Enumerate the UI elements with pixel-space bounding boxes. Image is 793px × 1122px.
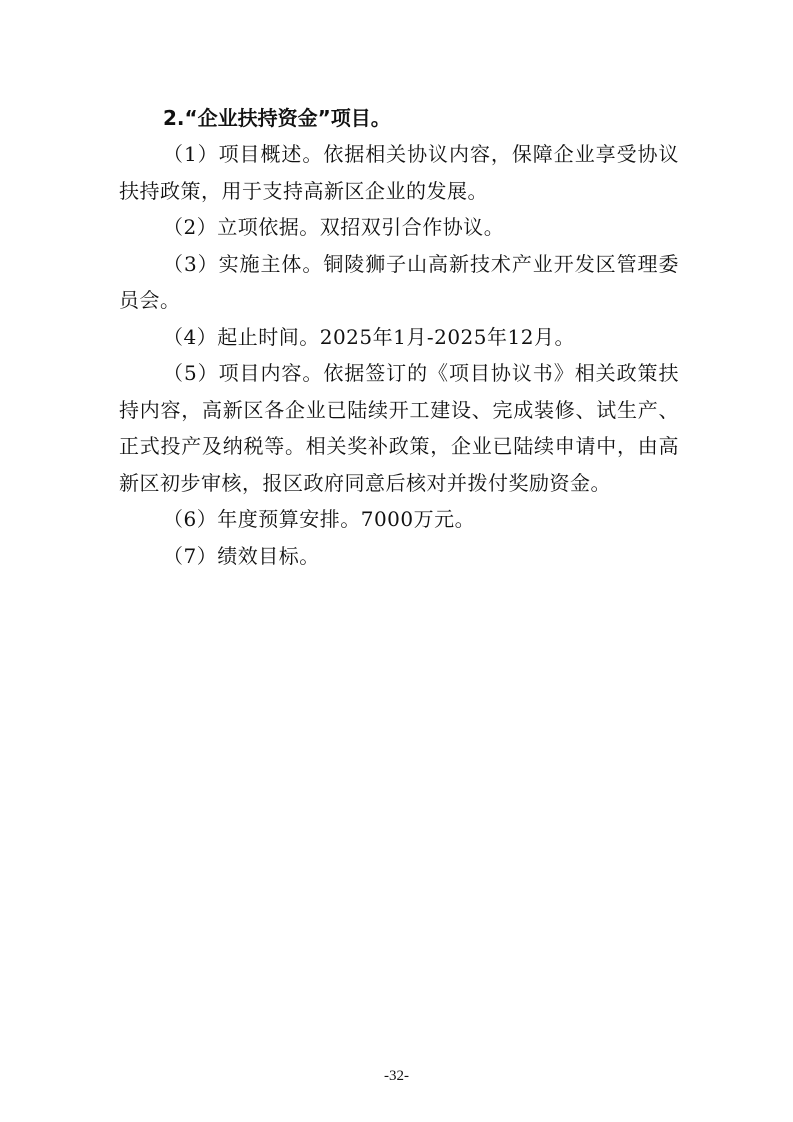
paragraph-content: （5）项目内容。依据签订的《项目协议书》相关政策扶持内容，高新区各企业已陆续开工建设、完成装修、试生产、正式投产及纳税等。相关奖补政策，企业已陆续申请中，由高新区初步审核，报区政府同意后核对并拨付奖励资金。: [119, 361, 679, 495]
paragraph-implementer: （3）实施主体。铜陵狮子山高新技术产业开发区管理委员会。: [119, 251, 679, 312]
paragraph-overview: （1）项目概述。依据相关协议内容，保障企业享受协议扶持政策，用于支持高新区企业的发展。: [119, 142, 679, 203]
paragraph-period: （4）起止时间。2025年1月-2025年12月。: [163, 324, 575, 349]
paragraph-budget: （6）年度预算安排。7000万元。: [163, 507, 476, 531]
document-body: [119, 100, 679, 574]
page-number: -32-: [384, 1068, 409, 1084]
paragraph-basis: （2）立项依据。双招双引合作协议。: [163, 215, 505, 239]
section-heading: 2.“企业扶持资金”项目。: [163, 106, 391, 130]
paragraph-goals: （7）绩效目标。: [163, 543, 320, 568]
